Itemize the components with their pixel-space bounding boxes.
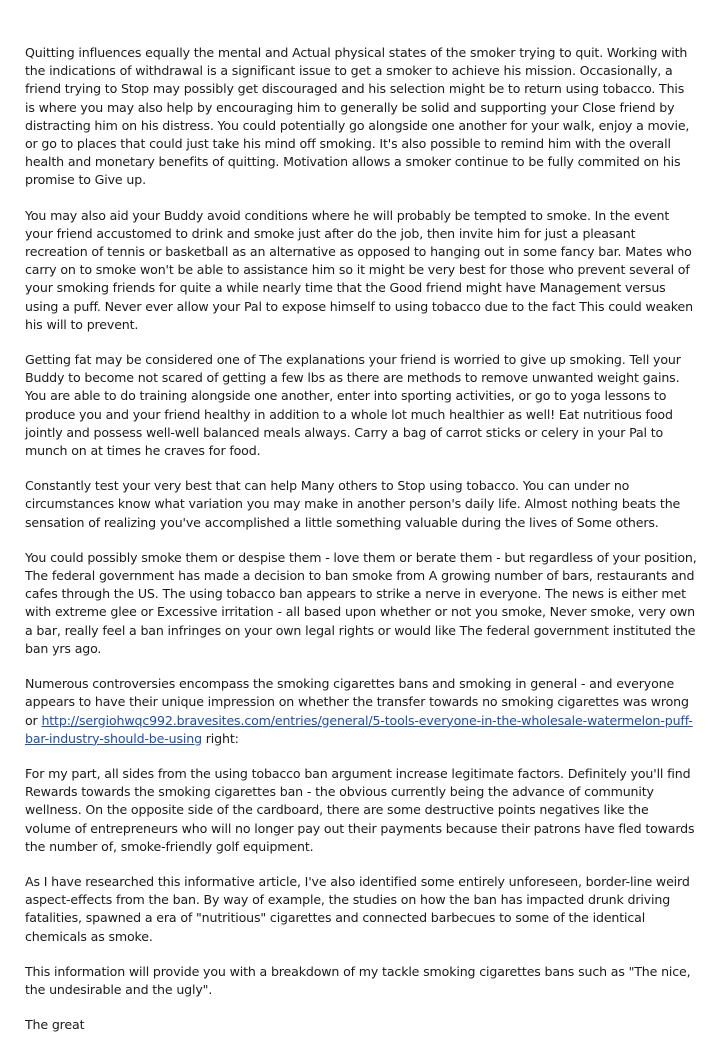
paragraph-avoid-conditions: You may also aid your Buddy avoid conditions where he will probably be tempted to smoke. In the event your friend accustomed to drink and smoke just after do the job, then invite him for just a pleasant recreation of tennis or basketball as an alternative as opposed to hanging out in some fancy bar. Mates who carry on to smoke won't be able to assistance him so it might be very best for those who prevent several of your smoking friends for quite a while nearly time that the Good friend might have Management versus using a puff. Never ever allow your Pal to expose himself to using tobacco due to the fact This could weaken his will to prevent. — [25, 207, 693, 332]
paragraph-the-great: The great — [25, 1017, 85, 1033]
document-body — [25, 44, 697, 1051]
paragraph-breakdown: This information will provide you with a breakdown of my tackle smoking cigarettes bans such as "The nice, the undesirable and the ugly". — [25, 963, 691, 997]
paragraph-help-others: Constantly test your very best that can help Many others to Stop using tobacco. You can under no circumstances know what variation you may make in another person's daily life. Almost nothing beats the sensation of realizing you've accomplished a little something valuable during the lives of Some others. — [25, 478, 681, 530]
paragraph-weight: Getting fat may be considered one of The explanations your friend is worried to give up smoking. Tell your Buddy to become not scared of getting a few lbs as there are methods to remove unwanted weight gains. You are able to do training alongside one another, enter into sporting activities, or go to yoga lessons to produce you and your friend healthy in addition to a whole lot much healthier as well! Eat nutritious food jointly and possess well-well balanced meals always. Carry a bag of carrot sticks or celery in your Pal to munch on at times he craves for food. — [25, 352, 681, 459]
paragraph-researched: As I have researched this informative article, I've also identified some entirely unforeseen, border-line weird aspect-effects from the ban. By way of example, the studies on how the ban has impacted drunk driving fatalities, spawned a era of "nutritious" cigarettes and connected barbecues to some of the identical chemicals as smoke. — [25, 873, 690, 944]
paragraph-controversies — [25, 675, 697, 748]
controversies-text: Numerous controversies encompass the smoking cigarettes bans and smoking in general - and everyone appears to have their unique impression on whether the transfer towards no smoking cigarettes was wrong or — [25, 676, 689, 728]
article-link[interactable]: http://sergiohwqc992.bravesites.com/entries/general/5-tools-everyone-in-the-wholesale-watermelon-puff-bar-industry-should-be-using — [25, 712, 693, 746]
paragraph-my-part: For my part, all sides from the using tobacco ban argument increase legitimate factors. Definitely you'll find Rewards towards the smoking cigarettes ban - the obvious currently being the advance of community wellness. On the opposite side of the cardboard, there are some destructive points negatives like the volume of entrepreneurs who will no longer pay out their payments because their patrons have fled towards the number of, smoke-friendly golf equipment. — [25, 765, 695, 854]
controversies-tail: right: — [201, 730, 239, 746]
paragraph-smoking-ban: You could possibly smoke them or despise them - love them or berate them - but regardless of your position, The federal government has made a decision to ban smoke from A growing number of bars, restaurants and cafes through the US. The using tobacco ban appears to strike a nerve in everyone. The news is either met with extreme glee or Excessive irritation - all based upon whether or not you smoke, Never smoke, very own a bar, really feel a ban infringes on your own legal rights or would like The federal government instituted the ban yrs ago. — [25, 549, 697, 656]
paragraph-quitting: Quitting influences equally the mental and Actual physical states of the smoker trying to quit. Working with the indications of withdrawal is a significant issue to get a smoker to achieve his mission. Occasionally, a friend trying to Stop may possibly get discouraged and his selection might be to return using tobacco. This is where you may also help by encouraging him to generally be solid and supporting your Close friend by distracting him on his distress. You could potentially go alongside one another for your walk, enjoy a movie, or go to places that could just take his mind off smoking. It's also possible to remind him with the overall health and monetary benefits of quitting. Motivation allows a smoker continue to be fully commited on his promise to Give up. — [25, 45, 690, 188]
